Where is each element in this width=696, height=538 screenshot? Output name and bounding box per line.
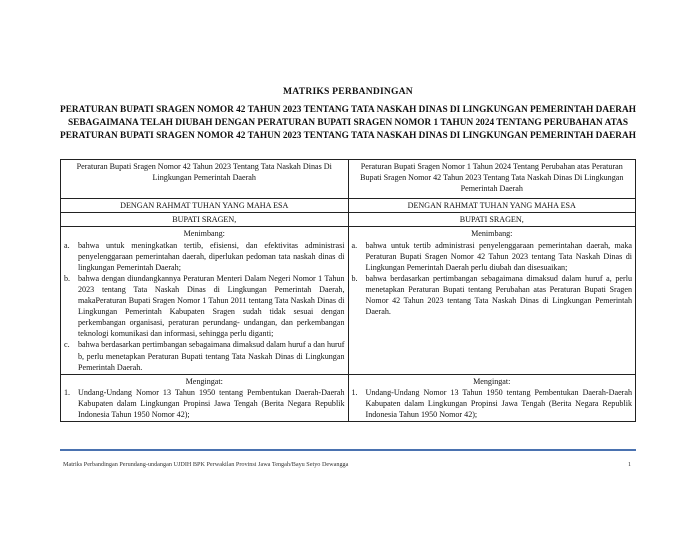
rahmat-left: DENGAN RAHMAT TUHAN YANG MAHA ESA [61,199,349,213]
mengingat-left-heading: Mengingat: [185,376,223,386]
menimbang-left-list [64,240,345,373]
bupati-row [61,213,636,227]
document-subtitle: PERATURAN BUPATI SRAGEN NOMOR 42 TAHUN 2023 TENTANG TATA NASKAH DINAS DI LINGKUNGAN PEMERINTAH DAERAH SEBAGAIMANA TELAH DIUBAH DENGAN PERATURAN BUPATI SRAGEN NOMOR 1 TAHUN 2024 TENTANG PERUBAHAN ATAS PERATURAN BUPATI SRAGEN NOMOR 42 TAHUN 2023 TENTANG TATA NASKAH DINAS DI LINGKUNGAN PEMERINTAH DAERAH [60,105,636,141]
mengingat-row [61,374,636,421]
bupati-right: BUPATI SRAGEN, [348,213,636,227]
list-item-text: bahwa dengan diundangkannya Peraturan Menteri Dalam Negeri Nomor 1 Tahun 2023 tentang Tata Naskah Dinas di Lingkungan Pemerintah Daerah, makaPeraturan Bupati Sragen Nomor 1 Tahun 2011 tentang Tata Naskah Dinas di Lingkungan Pemerintah Kabupaten Sragen sudah tidak sesuai dengan perkembangan organisasi, peraturan perundang- undangan, dan perkembangan teknologi komunikasi dan informasi, sehingga perlu diganti; [78,273,345,339]
list-item [64,273,345,340]
list-item [352,240,633,273]
bupati-left: BUPATI SRAGEN, [61,213,349,227]
list-item-text: bahwa untuk tertib administrasi penyelenggaraan pemerintahan daerah, maka Peraturan Bupati Sragen Nomor 42 Tahun 2023 tentang Tata Naskah Dinas di Lingkungan Pemerintah Daerah perlu diubah dan disesuaikan; [365,240,632,272]
list-item [64,339,345,372]
list-marker: 1. [351,387,358,397]
menimbang-row [61,227,636,374]
list-item [352,273,633,317]
list-item [352,387,633,420]
list-marker: a. [64,240,70,250]
left-column-header: Peraturan Bupati Sragen Nomor 42 Tahun 2023 Tentang Tata Naskah Dinas Di Lingkungan Pemerintah Daerah [61,160,349,199]
list-item-text: bahwa untuk meningkatkan tertib, efisiensi, dan efektivitas administrasi penyelenggaraan pemerintahan daerah, diperlukan pedoman tata naskah dinas di lingkungan Pemerintah Daerah; [78,240,345,272]
comparison-table [60,159,636,422]
document-title: MATRIKS PERBANDINGAN [283,86,413,97]
rahmat-right: DENGAN RAHMAT TUHAN YANG MAHA ESA [348,199,636,213]
menimbang-left-heading: Menimbang: [183,229,225,239]
table-header-row [61,160,636,199]
mengingat-right-list [352,387,633,420]
list-item-text: Undang-Undang Nomor 13 Tahun 1950 tentang Pembentukan Daerah-Daerah Kabupaten dalam Lingkungan Propinsi Jawa Tengah (Berita Negara Republik Indonesia Tahun 1950 Nomor 42); [365,387,632,419]
menimbang-right-cell [348,227,636,374]
list-item-text: Undang-Undang Nomor 13 Tahun 1950 tentang Pembentukan Daerah-Daerah Kabupaten dalam Lingkungan Propinsi Jawa Tengah (Berita Negara Republik Indonesia Tahun 1950 Nomor 42); [78,387,345,419]
list-marker: 1. [64,387,71,397]
mengingat-right-cell [348,374,636,421]
list-marker: b. [64,273,71,283]
list-item [64,240,345,273]
rahmat-row [61,199,636,213]
mengingat-left-list [64,387,345,420]
comparison-table-viewport [60,159,638,431]
footer-text: Matriks Perbandingan Perundang-undangan UJDIH BPK Perwakilan Provinsi Jawa Tengah/Bayu Setyo Dewangga [63,461,349,468]
menimbang-right-heading: Menimbang: [471,229,513,239]
list-marker: c. [64,340,70,350]
page-number: 1 [628,461,632,468]
menimbang-right-list [352,240,633,318]
list-item [64,387,345,420]
menimbang-left-cell [61,227,349,374]
list-marker: a. [351,240,358,250]
list-item-text: bahwa berdasarkan pertimbangan sebagaimana dimaksud dalam huruf a, perlu menetapkan Peraturan Bupati tentang Perubahan atas Peraturan Bupati Sragen Nomor 42 Tahun 2023 tentang Tata Naskah Dinas di Lingkungan Pemerintah Daerah. [365,273,632,317]
list-marker: b. [351,273,358,283]
list-item-text: bahwa berdasarkan pertimbangan sebagaimana dimaksud dalam huruf a dan huruf b, perlu menetapkan Peraturan Bupati tentang Tata Naskah Dinas di Lingkungan Pemerintah Daerah. [78,340,345,372]
footer-rule [60,449,636,451]
mengingat-right-heading: Mengingat: [473,376,511,386]
right-column-header: Peraturan Bupati Sragen Nomor 1 Tahun 2024 Tentang Perubahan atas Peraturan Bupati Sragen Nomor 42 Tahun 2023 Tentang Tata Naskah Dinas Di Lingkungan Pemerintah Daerah [348,160,636,199]
mengingat-left-cell [61,374,349,421]
